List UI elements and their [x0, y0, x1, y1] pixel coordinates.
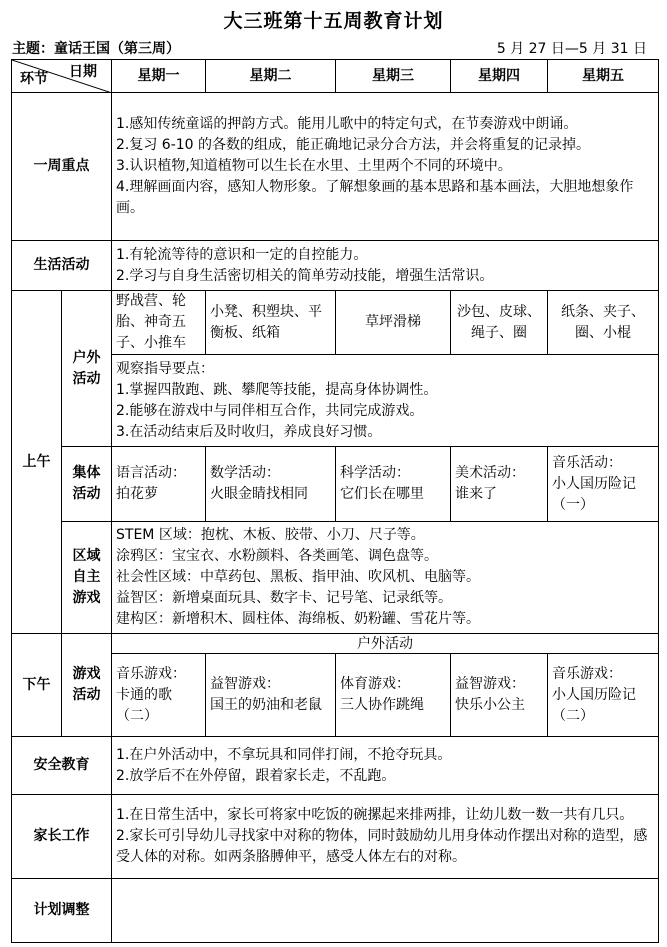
group-activity-subject: 美术活动： [455, 465, 525, 481]
outdoor-activity-label-text: 户外活动 [72, 349, 101, 387]
day-header-tue: 星期二 [206, 60, 336, 93]
group-activity-label [62, 447, 112, 522]
header-row [12, 60, 659, 93]
parents-content [112, 795, 659, 879]
segment-header-label: 环节 [20, 71, 48, 87]
weekly-focus-item: 4.理解画面内容，感知人物形象。了解想象画的基本思路和基本画法，大胆地想象作画。 [116, 179, 634, 216]
adjustment-row [12, 879, 659, 943]
game-topic: 三人协作跳绳 [340, 697, 424, 713]
plan-table [11, 59, 659, 943]
outdoor-material-mon: 野战营、轮胎、神奇五子、小推车 [112, 291, 206, 355]
area-game-label [62, 522, 112, 634]
group-activity-topic: 小人国历险记（一） [552, 475, 636, 513]
guidance-item: 3.在活动结束后及时收归，养成良好习惯。 [116, 423, 382, 440]
outdoor-guidance-content [112, 355, 659, 447]
weekly-focus-label: 一周重点 [12, 93, 112, 241]
weekly-focus-item: 1.感知传统童谣的押韵方式。能用儿歌中的特定句式，在节奏游戏中朗诵。 [116, 116, 578, 132]
area-game-content [112, 522, 659, 634]
group-activity-thu [451, 447, 548, 522]
group-activity-row [12, 447, 659, 522]
adjustment-content [112, 879, 659, 943]
guidance-item: 1.掌握四散跑、跳、攀爬等技能，提高身体协调性。 [116, 381, 438, 398]
day-header-mon: 星期一 [112, 60, 206, 93]
game-thu [451, 654, 548, 737]
game-subject: 音乐游戏： [552, 665, 622, 682]
game-mon [112, 654, 206, 737]
group-activity-label-text: 集体活动 [72, 465, 101, 502]
area-item: 建构区：新增积木、圆柱体、海绵板、奶粉罐、雪花片等。 [116, 611, 480, 627]
adjustment-label: 计划调整 [12, 879, 112, 943]
parents-item: 2.家长可引导幼儿寻找家中对称的物体，同时鼓励幼儿用身体动作摆出对称的造型，感受人体的对称。如两条胳膊伸平，感受人体左右的对称。 [116, 828, 648, 865]
area-item: 涂鸦区：宝宝衣、水粉颜料、各类画笔、调色盘等。 [116, 548, 438, 564]
game-subject: 益智游戏： [210, 676, 280, 692]
day-header-wed: 星期三 [336, 60, 451, 93]
outdoor-activity-label [62, 291, 112, 447]
area-item: 社会性区域：中草药包、黑板、指甲油、吹风机、电脑等。 [116, 569, 480, 585]
theme-label: 主题：童话王国（第三周） [12, 41, 180, 57]
safety-content [112, 737, 659, 795]
game-activity-label [62, 634, 112, 737]
outdoor-material-fri: 纸条、夹子、圈、小棍 [548, 291, 659, 355]
area-game-label-text: 区域自主游戏 [72, 548, 101, 606]
parents-label: 家长工作 [12, 795, 112, 879]
group-activity-topic: 它们长在哪里 [340, 486, 424, 502]
area-game-row [12, 522, 659, 634]
afternoon-banner: 户外活动 [112, 634, 659, 654]
game-tue [206, 654, 336, 737]
group-activity-topic: 火眼金睛找相同 [210, 486, 308, 502]
day-header-thu: 星期四 [451, 60, 548, 93]
life-activities-content [112, 241, 659, 291]
game-topic: 卡通的歌（二） [116, 686, 172, 724]
game-subject: 益智游戏： [455, 676, 525, 692]
life-activities-row [12, 241, 659, 291]
weekly-focus-row [12, 93, 659, 241]
life-activities-label: 生活活动 [12, 241, 112, 291]
parents-row [12, 795, 659, 879]
game-fri [548, 654, 659, 737]
weekly-focus-item: 3.认识植物,知道植物可以生长在水里、土里两个不同的环境中。 [116, 158, 512, 174]
parents-item: 1.在日常生活中，家长可将家中吃饭的碗摞起来排两排，让幼儿数一数一共有几只。 [116, 807, 634, 823]
group-activity-topic: 谁来了 [455, 486, 497, 502]
safety-item: 2.放学后不在外停留，跟着家长走，不乱跑。 [116, 767, 396, 784]
area-item: 益智区：新增桌面玩具、数字卡、记号笔、记录纸等。 [116, 590, 452, 606]
safety-item: 1.在户外活动中，不拿玩具和同伴打闹，不抢夺玩具。 [116, 746, 452, 763]
game-topic: 小人国历险记（二） [552, 686, 636, 724]
life-activity-item: 2.学习与自身生活密切相关的简单劳动技能，增强生活常识。 [116, 267, 494, 284]
safety-row [12, 737, 659, 795]
group-activity-subject: 数学活动： [210, 465, 280, 481]
group-activity-mon [112, 447, 206, 522]
life-activity-item: 1.有轮流等待的意识和一定的自控能力。 [116, 246, 368, 263]
group-activity-tue [206, 447, 336, 522]
group-activity-wed [336, 447, 451, 522]
weekly-focus-content [112, 93, 659, 241]
game-subject: 体育游戏： [340, 676, 410, 692]
day-header-fri: 星期五 [548, 60, 659, 93]
group-activity-subject: 科学活动： [340, 465, 410, 481]
outdoor-material-thu: 沙包、皮球、绳子、圈 [451, 291, 548, 355]
game-wed [336, 654, 451, 737]
outdoor-material-tue: 小凳、积塑块、平衡板、纸箱 [206, 291, 336, 355]
afternoon-banner-row [12, 634, 659, 654]
group-activity-fri [548, 447, 659, 522]
guidance-item: 2.能够在游戏中与同伴相互合作，共同完成游戏。 [116, 402, 424, 419]
morning-label: 上午 [12, 291, 62, 634]
date-range: 5 月 27 日—5 月 31 日 [496, 41, 647, 57]
afternoon-label: 下午 [12, 634, 62, 737]
guidance-item: 观察指导要点： [116, 360, 214, 377]
page-title: 大三班第十五周教育计划 [223, 10, 444, 32]
game-activity-label-text: 游戏活动 [72, 666, 101, 703]
safety-label: 安全教育 [12, 737, 112, 795]
outdoor-materials-row [12, 291, 659, 355]
game-topic: 快乐小公主 [455, 697, 525, 713]
area-item: STEM 区域：抱枕、木板、胶带、小刀、尺子等。 [116, 527, 425, 543]
weekly-focus-item: 2.复习 6-10 的各数的组成，能正确地记录分合方法，并会将重复的记录掉。 [116, 137, 591, 153]
outdoor-material-wed: 草坪滑梯 [336, 291, 451, 355]
group-activity-subject: 音乐活动： [552, 454, 622, 471]
game-subject: 音乐游戏： [116, 665, 186, 682]
date-header-label: 日期 [69, 64, 97, 80]
group-activity-subject: 语言活动： [116, 465, 186, 481]
game-topic: 国王的奶油和老鼠 [210, 697, 322, 713]
header-corner-cell [12, 60, 112, 93]
group-activity-topic: 拍花萝 [116, 486, 158, 502]
